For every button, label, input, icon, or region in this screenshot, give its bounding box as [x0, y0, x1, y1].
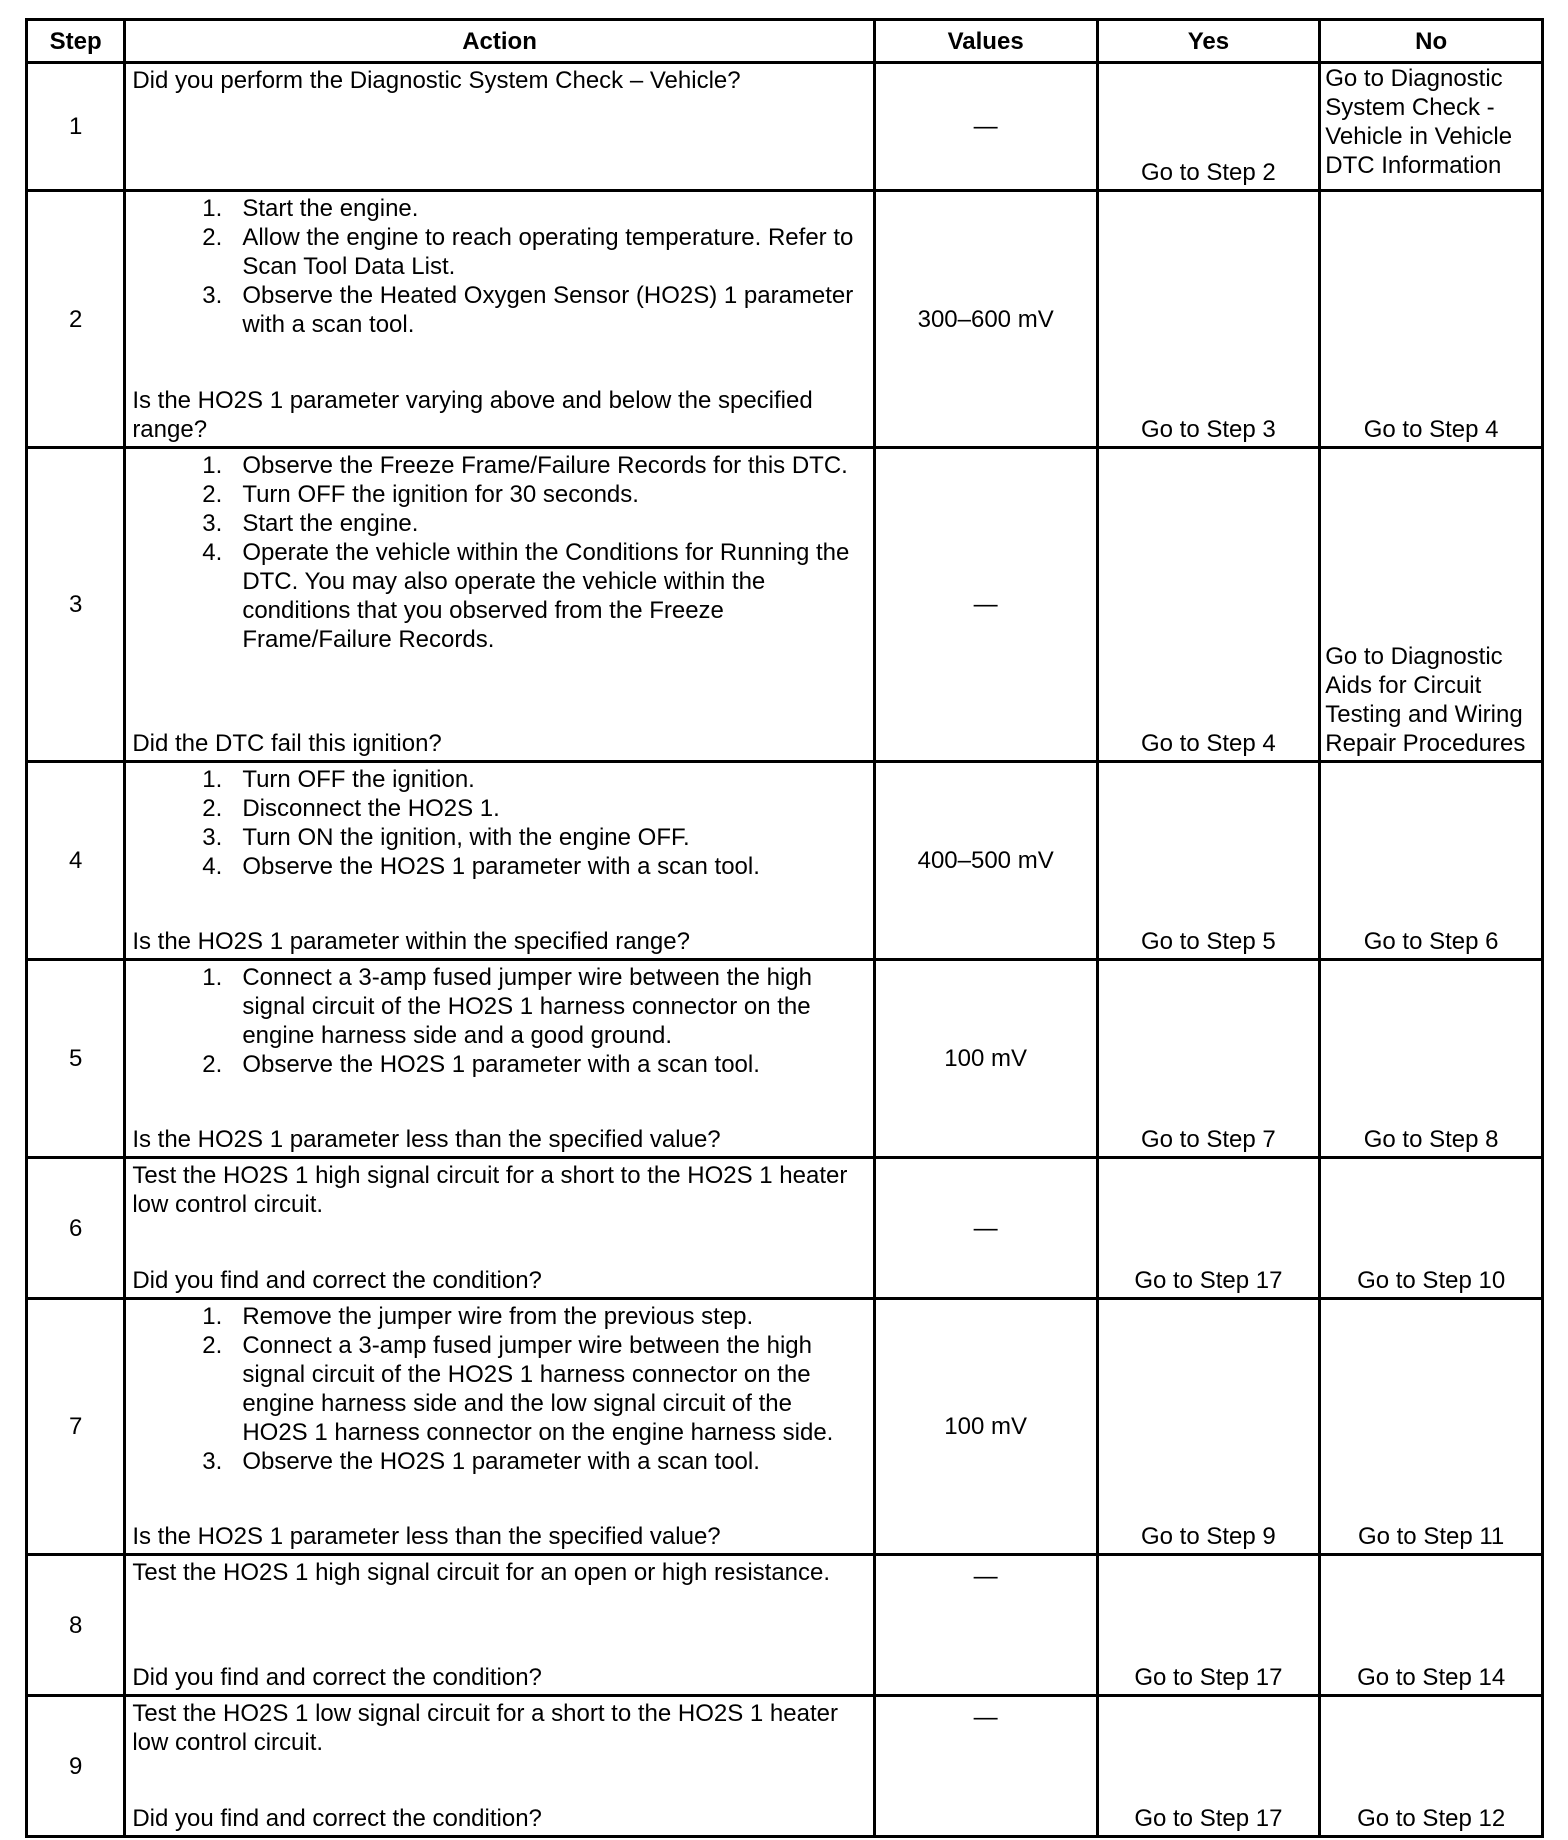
list-item: 2. Connect a 3-amp fused jumper wire between the high signal circuit of the HO2S 1 harness connector on the engine harness side and the low signal circuit of the HO2S 1 harness connector on the engine harness side.: [202, 1332, 834, 1446]
yes-cell: Go to Step 4: [1097, 448, 1320, 762]
list-item: 3. Turn ON the ignition, with the engine OFF.: [202, 824, 690, 851]
action-question: Did the DTC fail this ignition?: [132, 730, 442, 757]
action-text: Did you perform the Diagnostic System Check – Vehicle?: [132, 67, 741, 94]
step-number: 5: [27, 960, 125, 1158]
list-item: 1. Remove the jumper wire from the previous step.: [202, 1303, 754, 1330]
step-list: [132, 451, 866, 654]
list-item: 3. Start the engine.: [202, 510, 419, 537]
list-item: 1. Observe the Freeze Frame/Failure Records for this DTC.: [202, 452, 848, 479]
action-cell: [125, 1299, 874, 1555]
yes-cell: Go to Step 7: [1097, 960, 1320, 1158]
list-item: 4. Operate the vehicle within the Conditions for Running the DTC. You may also operate the vehicle within the conditions that you observed from the Freeze Frame/Failure Records.: [202, 539, 850, 653]
list-item: 2. Observe the HO2S 1 parameter with a scan tool.: [202, 1051, 760, 1078]
value-cell: 400–500 mV: [874, 762, 1097, 960]
value-cell: 100 mV: [874, 960, 1097, 1158]
action-cell: [125, 762, 874, 960]
table-row: [27, 63, 1543, 191]
no-cell: Go to Step 4: [1320, 191, 1543, 448]
step-number: 4: [27, 762, 125, 960]
value-cell: —: [874, 1158, 1097, 1299]
list-item: 2. Turn OFF the ignition for 30 seconds.: [202, 481, 639, 508]
action-cell: [125, 1696, 874, 1837]
list-item: 3. Observe the Heated Oxygen Sensor (HO2S) 1 parameter with a scan tool.: [202, 282, 854, 338]
action-text: Test the HO2S 1 high signal circuit for an open or high resistance.: [132, 1559, 831, 1586]
action-cell: [125, 191, 874, 448]
action-question: Did you find and correct the condition?: [132, 1805, 542, 1832]
no-cell: Go to Step 12: [1320, 1696, 1543, 1837]
step-number: 7: [27, 1299, 125, 1555]
value-cell: —: [874, 1696, 1097, 1837]
table-row: [27, 1299, 1543, 1555]
step-list: [132, 765, 866, 881]
action-text: Test the HO2S 1 low signal circuit for a short to the HO2S 1 heater low control circuit.: [132, 1700, 838, 1756]
action-question: Did you find and correct the condition?: [132, 1267, 542, 1294]
no-text: Go to Diagnostic System Check - Vehicle in Vehicle DTC Information: [1325, 65, 1513, 179]
list-item: 1. Turn OFF the ignition.: [202, 766, 475, 793]
action-cell: [125, 1555, 874, 1696]
step-list: [132, 194, 866, 339]
list-item: 1. Start the engine.: [202, 195, 419, 222]
list-item: 1. Connect a 3-amp fused jumper wire between the high signal circuit of the HO2S 1 harness connector on the engine harness side and a good ground.: [202, 964, 812, 1049]
list-item: 3. Observe the HO2S 1 parameter with a scan tool.: [202, 1448, 760, 1475]
value-cell: —: [874, 63, 1097, 191]
header-step: Step: [27, 20, 125, 63]
step-number: 9: [27, 1696, 125, 1837]
diagnostic-table: [25, 18, 1544, 1838]
no-cell: Go to Step 14: [1320, 1555, 1543, 1696]
list-item: 2. Disconnect the HO2S 1.: [202, 795, 500, 822]
action-cell: [125, 448, 874, 762]
no-cell: Go to Step 8: [1320, 960, 1543, 1158]
action-question: Is the HO2S 1 parameter less than the specified value?: [132, 1126, 721, 1153]
yes-cell: Go to Step 17: [1097, 1555, 1320, 1696]
header-action: Action: [125, 20, 874, 63]
yes-cell: Go to Step 17: [1097, 1696, 1320, 1837]
list-item: 4. Observe the HO2S 1 parameter with a scan tool.: [202, 853, 760, 880]
step-number: 1: [27, 63, 125, 191]
header-no: No: [1320, 20, 1543, 63]
value-cell: 100 mV: [874, 1299, 1097, 1555]
no-cell: Go to Diagnostic Aids for Circuit Testing and Wiring Repair Procedures: [1320, 448, 1543, 762]
table-row: [27, 762, 1543, 960]
action-text: Test the HO2S 1 high signal circuit for a short to the HO2S 1 heater low control circuit.: [132, 1162, 848, 1218]
table-row: [27, 1555, 1543, 1696]
yes-cell: Go to Step 5: [1097, 762, 1320, 960]
value-cell: —: [874, 1555, 1097, 1696]
step-number: 2: [27, 191, 125, 448]
table-row: [27, 1696, 1543, 1837]
action-cell: [125, 960, 874, 1158]
step-number: 6: [27, 1158, 125, 1299]
action-cell: [125, 1158, 874, 1299]
table-row: [27, 191, 1543, 448]
table-row: [27, 960, 1543, 1158]
value-cell: 300–600 mV: [874, 191, 1097, 448]
step-number: 8: [27, 1555, 125, 1696]
header-row: [27, 20, 1543, 63]
step-list: [132, 963, 866, 1079]
action-question: Is the HO2S 1 parameter varying above and below the specified range?: [132, 387, 813, 443]
yes-cell: Go to Step 17: [1097, 1158, 1320, 1299]
table-row: [27, 1158, 1543, 1299]
yes-cell: Go to Step 2: [1097, 63, 1320, 191]
yes-cell: Go to Step 3: [1097, 191, 1320, 448]
action-question: Did you find and correct the condition?: [132, 1664, 542, 1691]
action-question: Is the HO2S 1 parameter within the specified range?: [132, 928, 690, 955]
action-question: Is the HO2S 1 parameter less than the specified value?: [132, 1523, 721, 1550]
no-cell: Go to Step 6: [1320, 762, 1543, 960]
action-cell: [125, 63, 874, 191]
header-values: Values: [874, 20, 1097, 63]
yes-cell: Go to Step 9: [1097, 1299, 1320, 1555]
no-cell: [1320, 63, 1543, 191]
list-item: 2. Allow the engine to reach operating temperature. Refer to Scan Tool Data List.: [202, 224, 854, 280]
value-cell: —: [874, 448, 1097, 762]
no-cell: Go to Step 10: [1320, 1158, 1543, 1299]
step-number: 3: [27, 448, 125, 762]
table-row: [27, 448, 1543, 762]
step-list: [132, 1302, 866, 1476]
header-yes: Yes: [1097, 20, 1320, 63]
no-cell: Go to Step 11: [1320, 1299, 1543, 1555]
